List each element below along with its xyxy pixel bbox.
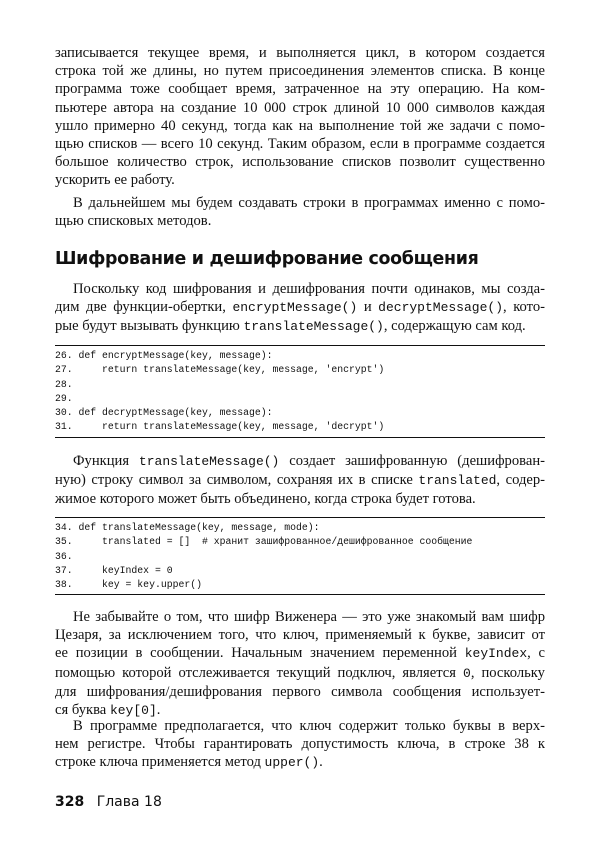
code-line: 30. def decryptMessage(key, message): — [55, 407, 273, 419]
code-listing-1 — [55, 345, 545, 438]
text-line: большое количество строк, использование списков позволит существенно — [55, 154, 545, 171]
code-line: 34. def translateMessage(key, message, mode): — [55, 522, 320, 533]
text-line: Поскольку код шифрования и дешифрования почти одинаков, мы созда- — [73, 281, 545, 297]
text-fragment: . — [156, 702, 161, 719]
inline-code: translateMessage() — [138, 454, 280, 469]
text-line: щью списковых методов. — [55, 213, 212, 230]
text-fragment: , кото- — [503, 299, 545, 316]
text-fragment: и — [363, 299, 372, 316]
text-line — [55, 664, 545, 683]
page-footer — [55, 794, 162, 810]
text-fragment: ее позиции в сообщении. Начальным значением переменной — [55, 645, 457, 662]
paragraph-intro — [55, 44, 545, 190]
text-line: щью списков — всего 10 секунд. Таким образом, если в программе создается — [55, 136, 545, 153]
paragraph-list-methods — [55, 194, 545, 230]
text-line: для шифрования/дешифрования первого символа сообщения использует- — [55, 683, 545, 700]
chapter-label: Глава 18 — [96, 794, 162, 810]
inline-code: upper() — [264, 755, 320, 771]
text-fragment: ную) строку символ за символом, сохраняя их в списке — [55, 472, 413, 489]
text-line: пьютере автора на создание 10 000 строк длиной 10 000 символов каждая — [55, 99, 545, 116]
inline-code: 0 — [463, 665, 471, 681]
text-line — [55, 644, 545, 663]
text-line: записывается текущее время, и выполняется цикл, в котором создается — [55, 45, 545, 61]
code-line: 29. — [55, 392, 73, 404]
code-line: 36. — [55, 550, 73, 562]
text-fragment: создает зашифрованную (дешифрован- — [289, 453, 545, 469]
text-fragment: , содержащую сам код. — [383, 318, 526, 335]
code-line: 26. def encryptMessage(key, message): — [55, 350, 273, 361]
code-listing-2 — [55, 517, 545, 595]
text-fragment: помощью которой отслеживается текущий подключ, является — [55, 664, 456, 681]
text-fragment: , поскольку — [470, 664, 545, 681]
paragraph-vigenere — [55, 608, 545, 720]
text-line — [55, 317, 545, 336]
text-fragment: ся буква — [55, 702, 107, 719]
text-line: программа тоже сообщает время, затраченное на эту операцию. На ком- — [55, 81, 545, 98]
paragraph-upper — [55, 717, 545, 773]
text-fragment: рые будут вызывать функцию — [55, 318, 240, 335]
code-line: 38. key = key.upper() — [55, 579, 202, 591]
text-line: В дальнейшем мы будем создавать строки в программах именно с помо- — [73, 195, 545, 211]
inline-code: encryptMessage() — [232, 300, 358, 316]
text-line: ускорить ее работу. — [55, 172, 175, 189]
paragraph-translate — [55, 452, 545, 509]
text-line: жимое которого может быть объединено, когда строка будет готова. — [55, 491, 476, 508]
text-line: В программе предполагается, что ключ содержит только буквы в верх- — [73, 718, 545, 734]
text-line: строка той же длины, но путем присоединения элементов списка. В конце — [55, 63, 545, 80]
inline-code: keyIndex — [464, 646, 528, 662]
text-fragment: Функция — [73, 453, 130, 469]
inline-code: translated — [418, 473, 497, 489]
inline-code: key[0] — [109, 703, 157, 719]
text-line — [55, 753, 545, 772]
code-line: 37. keyIndex = 0 — [55, 564, 173, 576]
inline-code: decryptMessage() — [378, 300, 503, 316]
text-fragment: , содер- — [496, 472, 546, 489]
code-line: 28. — [55, 378, 73, 390]
inline-code: translateMessage() — [243, 319, 384, 335]
section-heading: Шифрование и дешифрование сообщения — [55, 249, 479, 269]
book-page — [55, 0, 545, 859]
text-fragment: строке ключа применяется метод — [55, 754, 261, 771]
text-fragment: , с — [527, 645, 546, 662]
text-line: ушло примерно 40 секунд, тогда как на выполнение той же задачи с помо- — [55, 117, 545, 134]
code-line: 27. return translateMessage(key, message, 'encrypt') — [55, 364, 385, 376]
text-fragment: дим две функции-обертки, — [55, 299, 226, 316]
code-line: 31. return translateMessage(key, message, 'decrypt') — [55, 421, 385, 433]
text-line: нем регистре. Чтобы гарантировать допустимость ключа, в строке 38 к — [55, 736, 545, 753]
text-line — [55, 471, 545, 490]
text-line: Не забывайте о том, что шифр Виженера — это уже знакомый вам шифр — [73, 609, 545, 625]
paragraph-wrappers — [55, 280, 545, 337]
text-fragment: . — [319, 754, 323, 771]
text-line — [55, 298, 545, 317]
page-number: 328 — [55, 794, 85, 810]
text-line — [55, 452, 545, 471]
text-line: Цезаря, за исключением того, что ключ, применяемый к букве, зависит от — [55, 627, 545, 644]
code-line: 35. translated = [] # хранит зашифрованное/дешифрованное сообщение — [55, 536, 473, 548]
